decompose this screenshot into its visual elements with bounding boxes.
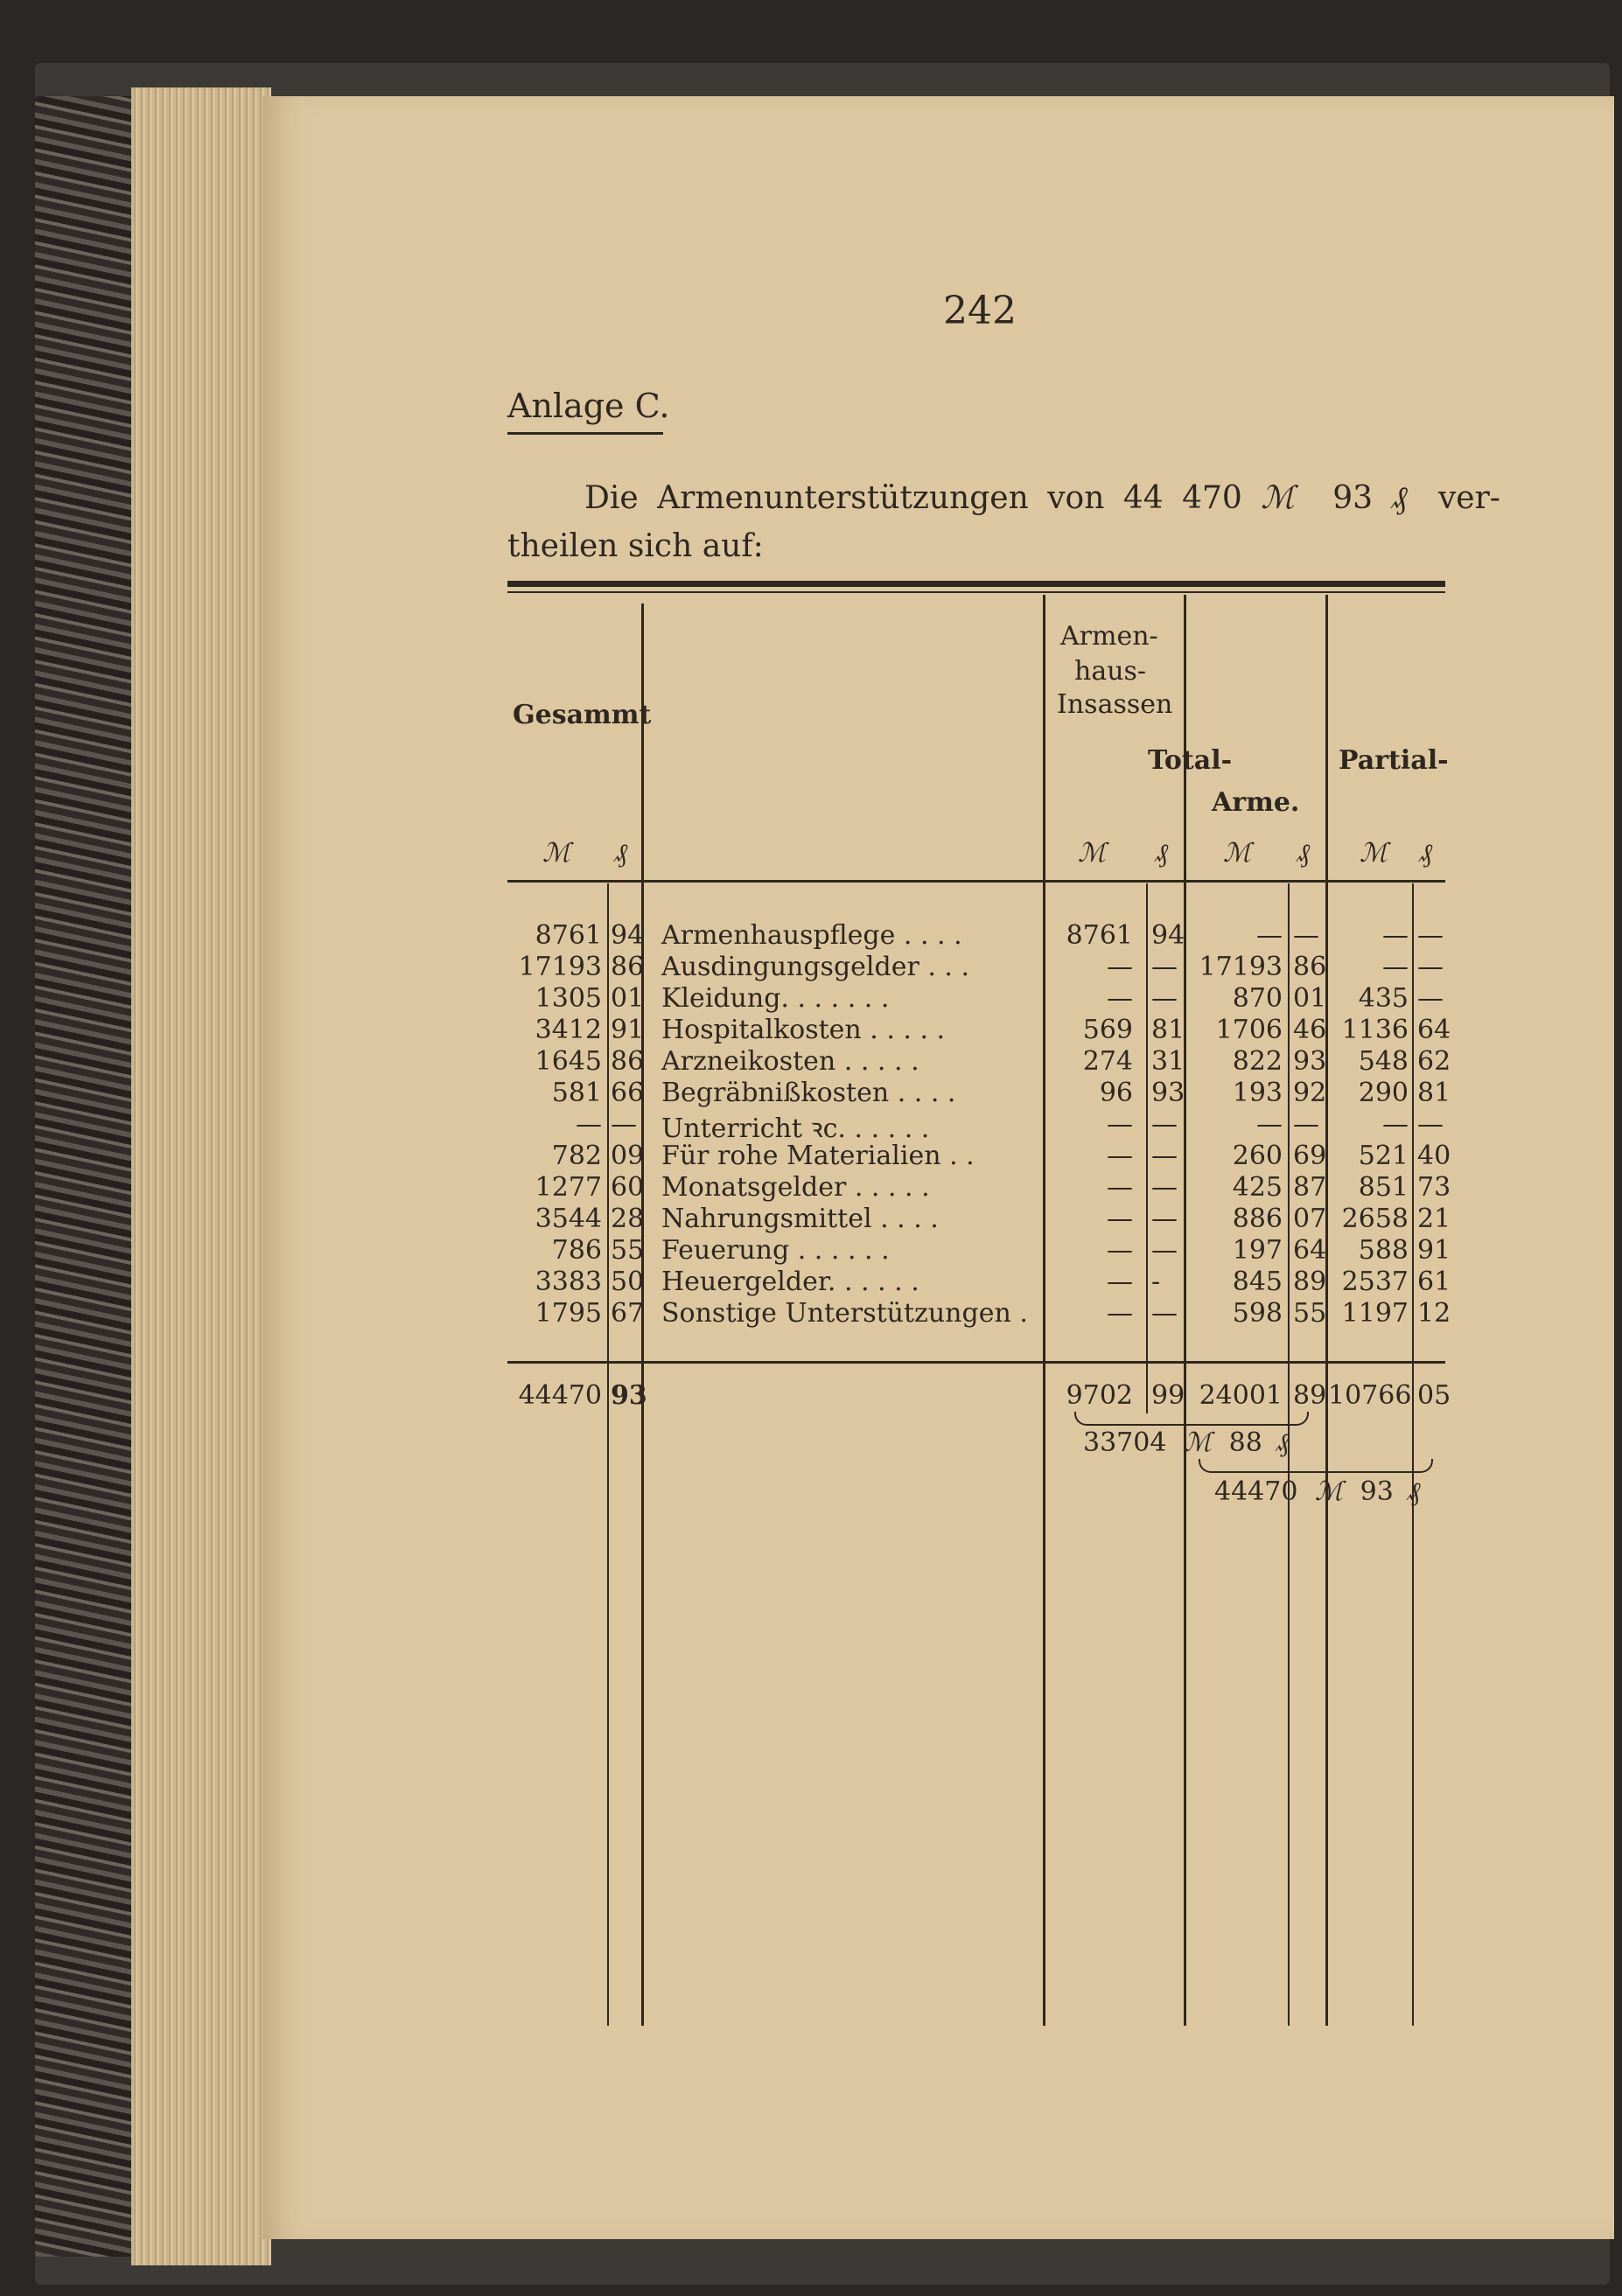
header-bottom-rule bbox=[507, 880, 1445, 883]
row-cell-ap: — bbox=[1151, 1298, 1178, 1329]
row-label: Unterricht ꝛc. . . . . . bbox=[661, 1113, 930, 1144]
row-label: Monatsgelder . . . . . bbox=[661, 1172, 930, 1203]
row-cell-pm: 2537 bbox=[1341, 1267, 1409, 1297]
row-cell-gm: 3383 bbox=[535, 1267, 602, 1297]
row-cell-gp: 60 bbox=[611, 1172, 645, 1203]
row-cell-pm: 1197 bbox=[1341, 1298, 1409, 1329]
row-cell-tm: 822 bbox=[1232, 1046, 1283, 1077]
row-cell-tp: — bbox=[1293, 1109, 1319, 1140]
row-cell-am: 274 bbox=[1082, 1046, 1133, 1077]
row-cell-pp: 64 bbox=[1417, 1015, 1451, 1045]
row-cell-pm: — bbox=[1382, 1109, 1409, 1140]
grand-total-cents: 93 bbox=[1360, 1476, 1394, 1507]
row-cell-tp: — bbox=[1293, 920, 1319, 951]
page-edges bbox=[131, 87, 271, 2265]
row-cell-am: — bbox=[1107, 1172, 1133, 1203]
row-cell-tm: 886 bbox=[1232, 1204, 1283, 1234]
header-total: Total- bbox=[1148, 745, 1233, 776]
row-cell-tp: 89 bbox=[1293, 1267, 1327, 1297]
row-cell-pm: — bbox=[1382, 952, 1409, 982]
subtotal-mark: ℳ bbox=[1183, 1427, 1213, 1458]
header-armenhaus-1: Armen- bbox=[1060, 621, 1158, 652]
row-cell-gp: 86 bbox=[611, 1046, 645, 1077]
row-cell-tm: 260 bbox=[1232, 1141, 1283, 1171]
unit-armen-mark: ℳ bbox=[1078, 838, 1107, 869]
grand-total-pf: ₰ bbox=[1407, 1476, 1421, 1507]
row-cell-pm: 2658 bbox=[1341, 1204, 1409, 1234]
grand-total-row bbox=[1214, 1476, 1420, 1507]
row-cell-ap: — bbox=[1151, 1172, 1178, 1203]
row-cell-pm: 290 bbox=[1358, 1078, 1409, 1108]
intro-end: ver- bbox=[1437, 480, 1500, 516]
header-arme: Arme. bbox=[1212, 787, 1300, 818]
row-cell-ap: — bbox=[1151, 952, 1178, 982]
row-cell-ap: — bbox=[1151, 1204, 1178, 1234]
row-cell-pp: 21 bbox=[1417, 1204, 1451, 1234]
unit-total-pf: ₰ bbox=[1297, 838, 1310, 869]
row-cell-am: 96 bbox=[1099, 1078, 1133, 1108]
row-cell-ap: 94 bbox=[1151, 920, 1185, 951]
row-cell-gm: 8761 bbox=[535, 920, 602, 951]
grand-total-mark: ℳ bbox=[1314, 1476, 1344, 1507]
intro-text: Die Armenunterstützungen von 44 470 bbox=[584, 480, 1242, 516]
total-partial-pf: 05 bbox=[1417, 1380, 1451, 1411]
total-partial-mark: 10766 bbox=[1328, 1380, 1412, 1411]
annex-label: Anlage C. bbox=[507, 387, 670, 425]
row-cell-tm: 425 bbox=[1232, 1172, 1283, 1203]
row-cell-pp: — bbox=[1417, 983, 1444, 1014]
header-armenhaus-3: Insassen bbox=[1057, 689, 1173, 720]
unit-partial-pf: ₰ bbox=[1419, 838, 1432, 869]
row-cell-gm: 3544 bbox=[535, 1204, 602, 1234]
row-cell-pp: — bbox=[1417, 920, 1444, 951]
row-cell-am: — bbox=[1107, 952, 1133, 982]
table-top-rule-thin bbox=[507, 591, 1445, 593]
row-cell-am: — bbox=[1107, 1109, 1133, 1140]
row-cell-am: 8761 bbox=[1066, 920, 1133, 951]
row-label: Ausdingungsgelder . . . bbox=[661, 952, 970, 982]
page-number: 242 bbox=[943, 289, 1017, 333]
row-label: Für rohe Materialien . . bbox=[661, 1141, 975, 1171]
row-cell-pp: 91 bbox=[1417, 1235, 1451, 1266]
row-cell-ap: 81 bbox=[1151, 1015, 1185, 1045]
row-cell-ap: — bbox=[1151, 1109, 1178, 1140]
row-cell-tp: 86 bbox=[1293, 952, 1327, 982]
row-cell-am: — bbox=[1107, 983, 1133, 1014]
row-cell-tp: 92 bbox=[1293, 1078, 1327, 1108]
row-cell-gp: 86 bbox=[611, 952, 645, 982]
row-cell-gp: 66 bbox=[611, 1078, 645, 1108]
row-cell-pm: — bbox=[1382, 920, 1409, 951]
row-cell-tm: 17193 bbox=[1199, 952, 1283, 982]
col-sep-armen-mark bbox=[1146, 883, 1148, 1413]
row-cell-tp: 93 bbox=[1293, 1046, 1327, 1077]
col-sep-partial-mark bbox=[1412, 883, 1414, 2026]
row-cell-gm: — bbox=[576, 1109, 602, 1140]
intro-line-2: theilen sich auf: bbox=[507, 528, 764, 564]
grand-total-brace bbox=[1199, 1459, 1433, 1473]
unit-gesammt-pf: ₰ bbox=[614, 838, 627, 869]
book-spine bbox=[35, 96, 140, 2257]
row-label: Armenhauspflege . . . . bbox=[661, 920, 962, 951]
row-cell-pp: 40 bbox=[1417, 1141, 1451, 1171]
row-cell-tm: 1706 bbox=[1215, 1015, 1283, 1045]
row-label: Heuergelder. . . . . . bbox=[661, 1267, 919, 1297]
subtotal-cents: 88 bbox=[1228, 1427, 1262, 1458]
row-cell-tp: 01 bbox=[1293, 983, 1327, 1014]
row-cell-am: — bbox=[1107, 1141, 1133, 1171]
subtotal-pf: ₰ bbox=[1276, 1427, 1290, 1458]
row-cell-gm: 786 bbox=[551, 1235, 602, 1266]
row-cell-gp: 91 bbox=[611, 1015, 645, 1045]
row-cell-gm: 1277 bbox=[535, 1172, 602, 1203]
row-cell-gp: 94 bbox=[611, 920, 645, 951]
row-cell-pp: 61 bbox=[1417, 1267, 1451, 1297]
row-cell-gm: 17193 bbox=[518, 952, 602, 982]
row-cell-pm: 588 bbox=[1358, 1235, 1409, 1266]
row-cell-ap: 93 bbox=[1151, 1078, 1185, 1108]
row-label: Sonstige Unterstützungen . bbox=[661, 1298, 1028, 1329]
row-cell-gp: 01 bbox=[611, 983, 645, 1014]
row-cell-am: — bbox=[1107, 1204, 1133, 1234]
row-cell-tm: 598 bbox=[1232, 1298, 1283, 1329]
row-cell-gm: 782 bbox=[551, 1141, 602, 1171]
row-cell-gm: 1645 bbox=[535, 1046, 602, 1077]
row-cell-tp: 87 bbox=[1293, 1172, 1327, 1203]
row-label: Kleidung. . . . . . . bbox=[661, 983, 890, 1014]
row-cell-tp: 69 bbox=[1293, 1141, 1327, 1171]
total-gesammt-pf: 93 bbox=[611, 1380, 647, 1411]
annex-underline bbox=[507, 432, 663, 435]
row-cell-gm: 3412 bbox=[535, 1015, 602, 1045]
row-cell-ap: - bbox=[1151, 1267, 1161, 1297]
total-total-mark: 24001 bbox=[1199, 1380, 1283, 1411]
grand-total-value: 44470 bbox=[1214, 1476, 1298, 1507]
row-cell-pm: 548 bbox=[1358, 1046, 1409, 1077]
intro-mark: ℳ bbox=[1261, 480, 1295, 516]
intro-pf: ₰ bbox=[1391, 480, 1408, 516]
row-cell-tm: 845 bbox=[1232, 1267, 1283, 1297]
intro-cents: 93 bbox=[1332, 480, 1374, 516]
row-cell-am: — bbox=[1107, 1267, 1133, 1297]
row-cell-gm: 581 bbox=[551, 1078, 602, 1108]
row-cell-gp: 55 bbox=[611, 1235, 645, 1266]
row-cell-tm: — bbox=[1256, 920, 1283, 951]
row-cell-pp: 73 bbox=[1417, 1172, 1451, 1203]
row-label: Nahrungsmittel . . . . bbox=[661, 1204, 939, 1234]
unit-armen-pf: ₰ bbox=[1155, 838, 1168, 869]
row-cell-am: 569 bbox=[1082, 1015, 1133, 1045]
row-cell-pm: 521 bbox=[1358, 1141, 1409, 1171]
row-cell-ap: 31 bbox=[1151, 1046, 1185, 1077]
row-cell-pm: 851 bbox=[1358, 1172, 1409, 1203]
row-cell-tm: — bbox=[1256, 1109, 1283, 1140]
unit-gesammt-mark: ℳ bbox=[542, 838, 571, 869]
subtotal-brace bbox=[1074, 1412, 1309, 1426]
row-cell-pp: 81 bbox=[1417, 1078, 1451, 1108]
row-cell-pp: — bbox=[1417, 1109, 1444, 1140]
row-cell-tp: 55 bbox=[1293, 1298, 1327, 1329]
row-label: Begräbnißkosten . . . . bbox=[661, 1078, 956, 1108]
row-cell-gp: — bbox=[611, 1109, 637, 1140]
row-cell-gp: 50 bbox=[611, 1267, 645, 1297]
row-cell-tm: 197 bbox=[1232, 1235, 1283, 1266]
row-cell-tp: 46 bbox=[1293, 1015, 1327, 1045]
body-bottom-rule bbox=[507, 1361, 1445, 1364]
header-armenhaus-2: haus- bbox=[1074, 656, 1147, 687]
row-cell-pm: 435 bbox=[1358, 983, 1409, 1014]
row-cell-gp: 28 bbox=[611, 1204, 645, 1234]
row-cell-am: — bbox=[1107, 1235, 1133, 1266]
row-cell-ap: — bbox=[1151, 1235, 1178, 1266]
header-gesammt: Gesammt bbox=[513, 700, 652, 730]
subtotal-value: 33704 bbox=[1083, 1427, 1167, 1458]
total-armen-mark: 9702 bbox=[1066, 1380, 1133, 1411]
unit-total-mark: ℳ bbox=[1223, 838, 1252, 869]
row-label: Arzneikosten . . . . . bbox=[661, 1046, 919, 1077]
row-cell-ap: — bbox=[1151, 1141, 1178, 1171]
col-sep-gesammt-mark bbox=[607, 883, 609, 2026]
row-label: Feuerung . . . . . . bbox=[661, 1235, 890, 1266]
row-cell-pp: 62 bbox=[1417, 1046, 1451, 1077]
header-partial: Partial- bbox=[1339, 745, 1449, 776]
row-cell-gp: 67 bbox=[611, 1298, 645, 1329]
total-gesammt-mark: 44470 bbox=[518, 1380, 602, 1411]
row-cell-pp: — bbox=[1417, 952, 1444, 982]
row-cell-tp: 64 bbox=[1293, 1235, 1327, 1266]
row-cell-gp: 09 bbox=[611, 1141, 645, 1171]
row-cell-ap: — bbox=[1151, 983, 1178, 1014]
row-cell-gm: 1795 bbox=[535, 1298, 602, 1329]
row-cell-tm: 193 bbox=[1232, 1078, 1283, 1108]
table-top-rule bbox=[507, 581, 1445, 587]
total-total-pf: 89 bbox=[1293, 1380, 1327, 1411]
total-armen-pf: 99 bbox=[1151, 1380, 1185, 1411]
row-cell-pm: 1136 bbox=[1341, 1015, 1409, 1045]
row-cell-am: — bbox=[1107, 1298, 1133, 1329]
row-cell-pp: 12 bbox=[1417, 1298, 1451, 1329]
row-cell-tm: 870 bbox=[1232, 983, 1283, 1014]
subtotal-row bbox=[1083, 1427, 1289, 1458]
row-cell-gm: 1305 bbox=[535, 983, 602, 1014]
row-label: Hospitalkosten . . . . . bbox=[661, 1015, 946, 1045]
intro-line-1 bbox=[584, 479, 1500, 516]
unit-partial-mark: ℳ bbox=[1360, 838, 1388, 869]
row-cell-tp: 07 bbox=[1293, 1204, 1327, 1234]
